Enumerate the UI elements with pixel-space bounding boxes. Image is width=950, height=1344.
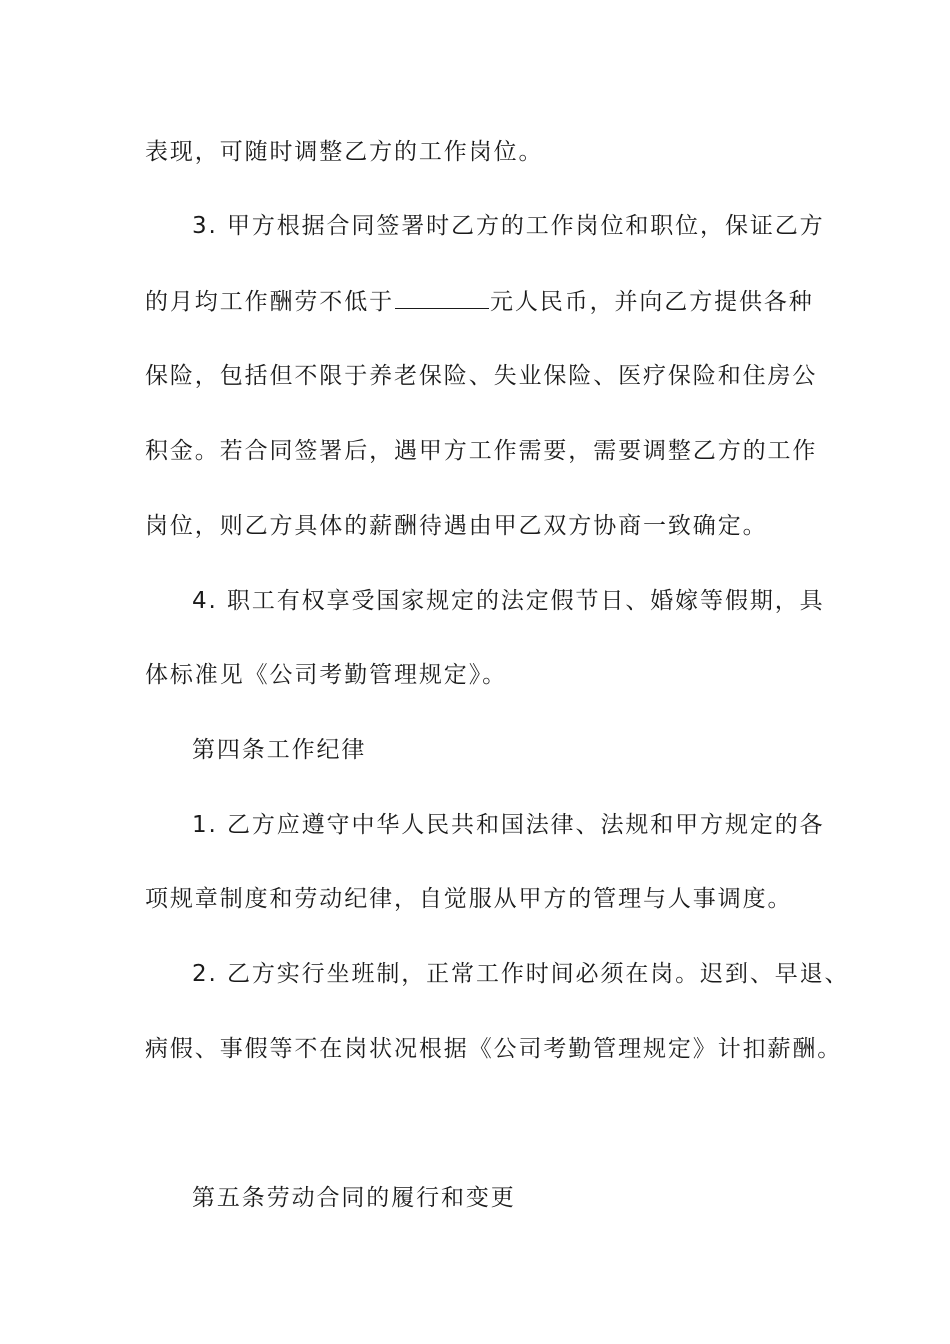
salary-amount-blank [395,286,489,309]
clause-3-line: 积金。若合同签署后，遇甲方工作需要，需要调整乙方的工作 [145,438,818,464]
salary-text-after: 元人民币，并向乙方提供各种 [490,289,814,315]
clause-3-line: 保险，包括但不限于养老保险、失业保险、医疗保险和住房公 [145,363,818,389]
article-4-item-1-line: 项规章制度和劳动纪律，自觉服从甲方的管理与人事调度。 [145,886,793,912]
text-line: 表现，可随时调整乙方的工作岗位。 [145,139,544,165]
article-4-heading: 第四条工作纪律 [192,737,367,763]
clause-4-line: 体标准见《公司考勤管理规定》。 [145,662,507,688]
article-4-item-1-line: 1. 乙方应遵守中华人民共和国法律、法规和甲方规定的各 [192,812,825,838]
article-4-item-2-line: 病假、事假等不在岗状况根据《公司考勤管理规定》计扣薪酬。 [145,1036,843,1062]
clause-3-line: 3. 甲方根据合同签署时乙方的工作岗位和职位，保证乙方 [192,213,825,239]
clause-4-line: 4. 职工有权享受国家规定的法定假节日、婚嫁等假期，具 [192,588,825,614]
clause-3-line: 岗位，则乙方具体的薪酬待遇由甲乙双方协商一致确定。 [145,513,768,539]
article-5-heading: 第五条劳动合同的履行和变更 [192,1185,516,1211]
salary-text-before: 的月均工作酬劳不低于 [145,289,394,315]
clause-3-salary-line [145,286,814,317]
article-4-item-2-line: 2. 乙方实行坐班制，正常工作时间必须在岗。迟到、早退、 [192,961,850,987]
